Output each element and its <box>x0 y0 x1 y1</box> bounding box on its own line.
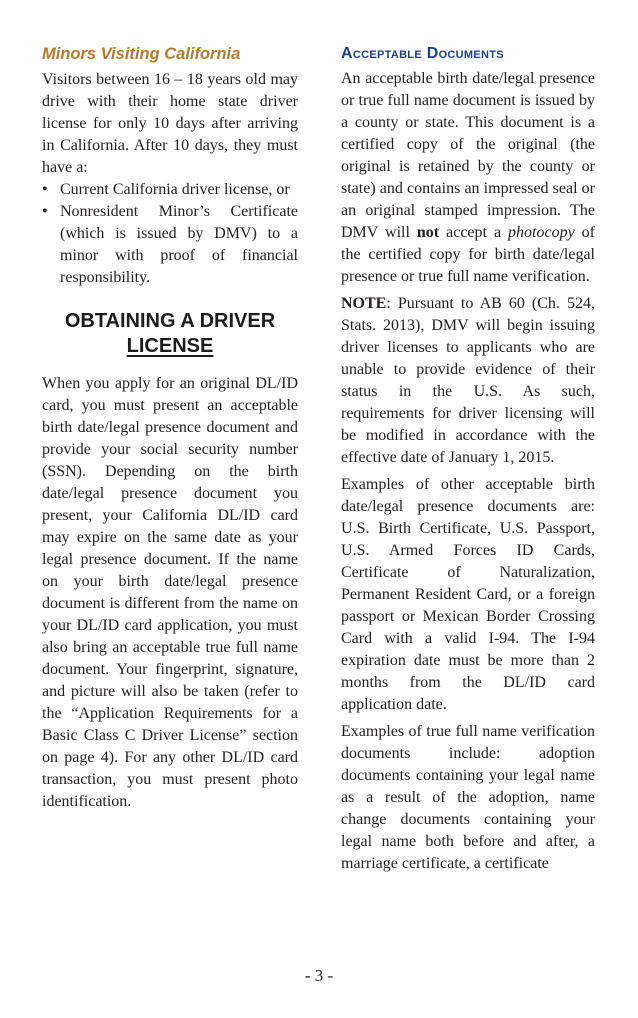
bullet-icon: • <box>42 181 48 198</box>
page-number: - 3 - <box>304 966 334 985</box>
right-column <box>341 44 595 875</box>
acceptable-paragraph-3: Examples of other acceptable birth date/legal presence documents are: U.S. Birth Certificate, U.S. Passport, U.S. Armed Forces ID Cards, Certificate of Naturalization, Permanent Resident Card, or a foreign passport or Mexican Border Crossing Card with a valid I-94. The I-94 expiration date must be more than 2 months from the DL/ID card application date. <box>341 476 595 713</box>
note-label: NOTE <box>341 295 387 312</box>
acceptable-paragraph-4: Examples of true full name verification documents include: adoption documents containing your legal name as a result of the adoption, name change documents containing your legal name both before and after, a marriage certificate, a certificate <box>341 723 595 872</box>
note-paragraph: NOTE: Pursuant to AB 60 (Ch. 524, Stats. 2013), DMV will begin issuing driver licenses to applicants who are unable to provide evidence of their status in the U.S. As such, requirements for driver licensing will be modified in accordance with the effective date of January 1, 2015. <box>341 295 595 466</box>
title-line-1: OBTAINING A DRIVER <box>64 310 276 332</box>
acceptable-paragraph-1: An acceptable birth date/legal presence or true full name document is issued by a county or state. This document is a certified copy of the original (the original is retained by the county or state) and contains an impressed seal or an original stamped impression. The DMV will not accept a photocopy of the certified copy for birth date/legal presence or true full name verification. <box>341 70 596 285</box>
acceptable-documents-heading: Acceptable Documents <box>341 45 504 62</box>
left-column <box>42 44 298 813</box>
minors-bullet-list <box>42 179 298 289</box>
obtaining-license-title <box>42 309 298 359</box>
list-item: • Current California driver license, or <box>42 179 298 201</box>
not-emphasis: not <box>416 224 440 241</box>
bullet-icon: • <box>42 203 48 220</box>
minors-intro: Visitors between 16 – 18 years old may drive with their home state driver license for only 10 days after arriving in California. After 10 days, they must have a: <box>42 71 298 176</box>
obtaining-body: When you apply for an original DL/ID card, you must present an acceptable birth date/legal presence document and provide your social security number (SSN). Depending on the birth date/legal presence document you present, your California DL/ID card may expire on the same date as your legal presence document. If the name on your birth date/legal presence document is different from the name on your DL/ID card application, you must also bring an acceptable true full name document. Your fingerprint, signature, and picture will also be taken (refer to the “Application Requirements for a Basic Class C Driver License” section on page 4). For any other DL/ID card transaction, you must present photo identification. <box>42 375 298 810</box>
photocopy-emphasis: photocopy <box>508 224 575 241</box>
title-line-2: LICENSE <box>126 335 214 357</box>
minors-heading: Minors Visiting California <box>42 45 241 63</box>
list-item: • Nonresident Minor’s Certificate (which is issued by DMV) to a minor with proof of financial responsibility. <box>42 203 298 286</box>
